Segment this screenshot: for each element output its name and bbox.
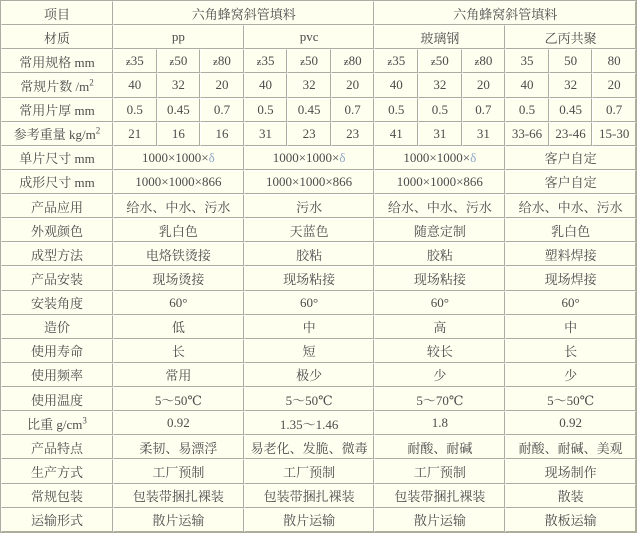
row-label-pieces — [1, 73, 113, 97]
data-cell: 0.7 — [592, 98, 636, 122]
data-cell: 5～50℃ — [505, 387, 636, 411]
row-label-specific-gravity — [1, 411, 113, 435]
row-label-material: 材质 — [1, 25, 113, 49]
data-cell: 16 — [157, 122, 201, 146]
row-label-application: 产品应用 — [1, 194, 113, 218]
table-row — [1, 170, 636, 194]
material-header-cell: 乙丙共聚 — [505, 25, 636, 49]
data-cell: 少 — [374, 363, 505, 387]
diameter-symbol: ƶ — [343, 56, 349, 69]
data-cell: 柔韧、易漂浮 — [113, 435, 244, 459]
data-cell: 包装带捆扎裸装 — [113, 484, 244, 508]
data-cell: 0.7 — [331, 98, 375, 122]
spec-cell — [462, 49, 506, 73]
data-cell: 少 — [505, 363, 636, 387]
data-cell: 40 — [113, 73, 157, 97]
table-row — [1, 25, 636, 49]
data-cell: 0.45 — [287, 98, 331, 122]
spec-cell — [331, 49, 375, 73]
row-label-product-features: 产品特点 — [1, 435, 113, 459]
table-row — [1, 291, 636, 315]
spec-value: 50 — [174, 53, 188, 69]
data-cell: 32 — [549, 73, 593, 97]
data-cell: 散片运输 — [113, 508, 244, 532]
data-cell: 0.5 — [505, 98, 549, 122]
material-header-cell: pp — [113, 25, 244, 49]
data-cell: 0.5 — [244, 98, 288, 122]
diameter-symbol: ƶ — [430, 56, 436, 69]
data-cell: 易老化、发脆、微毒 — [244, 435, 375, 459]
data-cell: 污水 — [244, 194, 375, 218]
data-cell: 0.45 — [549, 98, 593, 122]
data-cell: 20 — [592, 73, 636, 97]
data-cell: 31 — [244, 122, 288, 146]
spec-cell — [244, 49, 288, 73]
table-row — [1, 49, 636, 73]
sheet-size-cell — [244, 146, 375, 170]
table-row — [1, 98, 636, 122]
delta-symbol: δ — [470, 149, 477, 165]
spec-value: 35 — [130, 53, 144, 69]
data-cell: 散板运输 — [505, 508, 636, 532]
row-label-color: 外观颜色 — [1, 218, 113, 242]
spec-cell: 35 — [505, 49, 549, 73]
row-label-packaging: 常规包装 — [1, 484, 113, 508]
data-cell: 23 — [331, 122, 375, 146]
data-cell: 乳白色 — [113, 218, 244, 242]
data-cell: 60° — [505, 291, 636, 315]
diameter-symbol: ƶ — [256, 56, 262, 69]
spec-value: 80 — [217, 53, 231, 69]
size-value: 1000×1000× — [403, 149, 471, 165]
data-cell: 15-30 — [592, 122, 636, 146]
superscript: 2 — [89, 77, 94, 88]
data-cell: 胶粘 — [244, 242, 375, 266]
row-label-spec: 常用规格 mm — [1, 49, 113, 73]
diameter-symbol: ƶ — [125, 56, 131, 69]
data-cell: 塑料焊接 — [505, 242, 636, 266]
spec-value: 80 — [348, 53, 362, 69]
spec-value: 35 — [392, 53, 406, 69]
table-row — [1, 363, 636, 387]
data-cell: 23-46 — [549, 122, 593, 146]
spec-cell — [113, 49, 157, 73]
table-row — [1, 242, 636, 266]
data-cell: 给水、中水、污水 — [113, 194, 244, 218]
row-label-production-method: 生产方式 — [1, 459, 113, 483]
sheet-size-cell: 客户自定 — [505, 146, 636, 170]
data-cell: 长 — [505, 339, 636, 363]
spec-cell: 80 — [592, 49, 636, 73]
data-cell: 0.5 — [374, 98, 418, 122]
data-cell: 高 — [374, 315, 505, 339]
diameter-symbol: ƶ — [213, 56, 218, 69]
diameter-symbol: ƶ — [474, 56, 480, 69]
data-cell: 40 — [374, 73, 418, 97]
row-label-usage-frequency: 使用频率 — [1, 363, 113, 387]
data-cell: 60° — [113, 291, 244, 315]
material-header-cell: 玻璃钢 — [374, 25, 505, 49]
data-cell: 低 — [113, 315, 244, 339]
data-cell: 散装 — [505, 484, 636, 508]
data-cell: 胶粘 — [374, 242, 505, 266]
spec-value: 50 — [435, 53, 449, 69]
data-cell: 客户自定 — [505, 170, 636, 194]
table-row — [1, 146, 636, 170]
data-cell: 1000×1000×866 — [244, 170, 375, 194]
spec-value: 80 — [479, 53, 493, 69]
table-row — [1, 122, 636, 146]
diameter-symbol: ƶ — [169, 56, 175, 69]
table-row — [1, 411, 636, 435]
data-cell: 给水、中水、污水 — [374, 194, 505, 218]
spec-cell — [287, 49, 331, 73]
row-label-sheet-size: 单片尺寸 mm — [1, 146, 113, 170]
data-cell: 60° — [244, 291, 375, 315]
table-row — [1, 339, 636, 363]
table-row — [1, 387, 636, 411]
table-row — [1, 266, 636, 290]
spec-value: 50 — [305, 53, 319, 69]
spec-cell — [200, 49, 244, 73]
data-cell: 现场制作 — [505, 459, 636, 483]
row-label-forming-method: 成型方法 — [1, 242, 113, 266]
data-cell: 31 — [462, 122, 506, 146]
table-row — [1, 218, 636, 242]
material-header-cell: pvc — [244, 25, 375, 49]
delta-symbol: δ — [339, 149, 346, 165]
data-cell: 41 — [374, 122, 418, 146]
data-cell: 5～50℃ — [113, 387, 244, 411]
data-cell: 包装带捆扎裸装 — [244, 484, 375, 508]
sheet-size-cell — [374, 146, 505, 170]
table-row — [1, 73, 636, 97]
table-row — [1, 1, 636, 25]
data-cell: 极少 — [244, 363, 375, 387]
data-cell: 21 — [113, 122, 157, 146]
data-cell: 现场焊接 — [505, 266, 636, 290]
data-cell: 32 — [157, 73, 201, 97]
data-cell: 0.45 — [157, 98, 201, 122]
data-cell: 5～70℃ — [374, 387, 505, 411]
data-cell: 31 — [418, 122, 462, 146]
data-cell: 40 — [244, 73, 288, 97]
data-cell: 1.8 — [374, 411, 505, 435]
table-row — [1, 194, 636, 218]
data-cell: 工厂预制 — [113, 459, 244, 483]
table-row — [1, 459, 636, 483]
data-cell: 天蓝色 — [244, 218, 375, 242]
row-label-transport: 运输形式 — [1, 508, 113, 532]
size-value: 1000×1000× — [141, 149, 209, 165]
data-cell: 1000×1000×866 — [374, 170, 505, 194]
data-cell: 工厂预制 — [244, 459, 375, 483]
label-text: 参考重量 kg/m — [13, 127, 96, 143]
data-cell: 0.92 — [113, 411, 244, 435]
spec-cell — [418, 49, 462, 73]
data-cell: 33-66 — [505, 122, 549, 146]
group-header-cell: 六角蜂窝斜管填料 — [113, 1, 374, 25]
data-cell: 现场粘接 — [374, 266, 505, 290]
data-cell: 0.7 — [462, 98, 506, 122]
data-cell: 16 — [200, 122, 244, 146]
data-cell: 电烙铁烫接 — [113, 242, 244, 266]
row-label-installation: 产品安装 — [1, 266, 113, 290]
table-row — [1, 508, 636, 532]
table-row — [1, 315, 636, 339]
data-cell: 20 — [200, 73, 244, 97]
data-cell: 耐酸、耐碱 — [374, 435, 505, 459]
data-cell: 0.92 — [505, 411, 636, 435]
row-label-install-angle: 安装角度 — [1, 291, 113, 315]
data-cell: 短 — [244, 339, 375, 363]
data-cell: 较长 — [374, 339, 505, 363]
data-cell: 随意定制 — [374, 218, 505, 242]
data-cell: 5～50℃ — [244, 387, 375, 411]
data-cell: 散片运输 — [374, 508, 505, 532]
table-row — [1, 435, 636, 459]
data-cell: 20 — [462, 73, 506, 97]
row-label-service-life: 使用寿命 — [1, 339, 113, 363]
sheet-size-cell — [113, 146, 244, 170]
row-label-item: 项目 — [1, 1, 113, 25]
size-value: 1000×1000× — [272, 149, 340, 165]
data-cell: 现场烫接 — [113, 266, 244, 290]
data-cell: 工厂预制 — [374, 459, 505, 483]
data-cell: 0.7 — [200, 98, 244, 122]
row-label-usage-temperature: 使用温度 — [1, 387, 113, 411]
row-label-weight — [1, 122, 113, 146]
delta-symbol: δ — [208, 149, 215, 165]
data-cell: 长 — [113, 339, 244, 363]
group-header-cell: 六角蜂窝斜管填料 — [374, 1, 636, 25]
data-cell: 现场粘接 — [244, 266, 375, 290]
data-cell: 60° — [374, 291, 505, 315]
data-cell: 1.35～1.46 — [244, 411, 375, 435]
table-row — [1, 484, 636, 508]
superscript: 3 — [82, 415, 87, 426]
data-cell: 23 — [287, 122, 331, 146]
label-text: 常规片数 /m — [20, 78, 90, 94]
data-cell: 32 — [418, 73, 462, 97]
data-cell: 耐酸、耐碱、美观 — [505, 435, 636, 459]
spec-value: 35 — [261, 53, 275, 69]
superscript: 2 — [95, 125, 101, 136]
data-cell: 32 — [287, 73, 331, 97]
data-cell: 常用 — [113, 363, 244, 387]
data-cell: 给水、中水、污水 — [505, 194, 636, 218]
spec-cell: 50 — [549, 49, 593, 73]
data-cell: 散片运输 — [244, 508, 375, 532]
row-label-thickness: 常用片厚 mm — [1, 98, 113, 122]
data-cell: 0.5 — [418, 98, 462, 122]
label-text: 比重 g/cm — [27, 416, 83, 432]
spec-cell — [157, 49, 201, 73]
row-label-cost: 造价 — [1, 315, 113, 339]
diameter-symbol: ƶ — [387, 56, 393, 69]
data-cell: 包装带捆扎裸装 — [374, 484, 505, 508]
data-cell: 乳白色 — [505, 218, 636, 242]
data-cell: 中 — [244, 315, 375, 339]
data-cell: 20 — [331, 73, 375, 97]
diameter-symbol: ƶ — [300, 56, 306, 69]
data-cell: 0.5 — [113, 98, 157, 122]
row-label-formed-size: 成形尺寸 mm — [1, 170, 113, 194]
data-cell: 1000×1000×866 — [113, 170, 244, 194]
data-cell: 40 — [505, 73, 549, 97]
data-cell: 中 — [505, 315, 636, 339]
spec-cell — [374, 49, 418, 73]
